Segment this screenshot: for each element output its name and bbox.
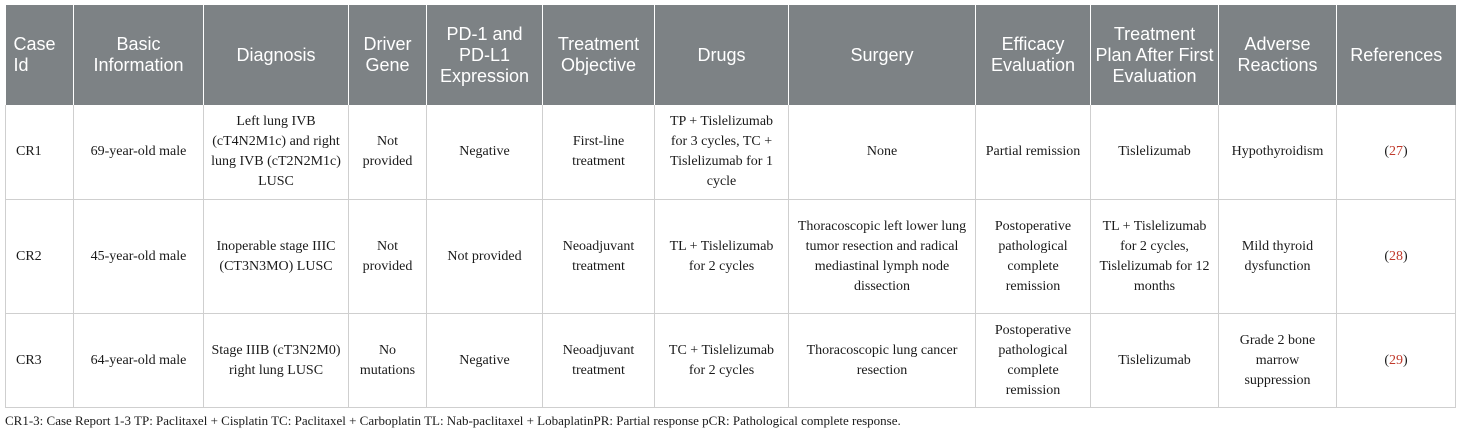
cell-case-id: CR2 (6, 200, 74, 314)
cell-case-id: CR3 (6, 314, 74, 408)
case-report-table (5, 5, 1456, 408)
ref-paren-open: ( (1384, 352, 1389, 368)
cell-driver-gene: No mutations (349, 314, 427, 408)
cell-pd-expression: Negative (427, 105, 543, 200)
ref-paren-close: ) (1403, 144, 1408, 159)
cell-surgery: Thoracoscopic left lower lung tumor resection and radical mediastinal lymph node dissection (789, 200, 976, 314)
header-efficacy-evaluation: Efficacy Evaluation (976, 5, 1091, 105)
cell-adverse: Mild thyroid dysfunction (1219, 200, 1337, 314)
ref-paren-close: ) (1403, 352, 1408, 368)
cell-surgery: None (789, 105, 976, 200)
header-pd-expression: PD-1 and PD-L1 Expression (427, 5, 543, 105)
cell-basic-info: 69-year-old male (74, 105, 204, 200)
header-surgery: Surgery (789, 5, 976, 105)
cell-case-id: CR1 (6, 105, 74, 200)
cell-objective: Neoadjuvant treatment (543, 314, 655, 408)
header-row (6, 5, 1456, 105)
ref-paren-close: ) (1403, 248, 1408, 264)
cell-objective: Neoadjuvant treatment (543, 200, 655, 314)
cell-pd-expression: Negative (427, 314, 543, 408)
cell-plan-after: Tislelizumab (1091, 105, 1219, 200)
header-treatment-objective: Treatment Objective (543, 5, 655, 105)
header-basic-information: Basic Information (74, 5, 204, 105)
header-case-id: Case Id (6, 5, 74, 105)
cell-drugs: TP + Tislelizumab for 3 cycles, TC + Tislelizumab for 1 cycle (655, 105, 789, 200)
table-row (6, 105, 1456, 200)
ref-paren-open: ( (1384, 144, 1389, 159)
cell-reference (1337, 200, 1456, 314)
cell-pd-expression: Not provided (427, 200, 543, 314)
cell-adverse: Hypothyroidism (1219, 105, 1337, 200)
cell-objective: First-line treatment (543, 105, 655, 200)
header-driver-gene: Driver Gene (349, 5, 427, 105)
cell-drugs: TC + Tislelizumab for 2 cycles (655, 314, 789, 408)
table-row (6, 314, 1456, 408)
cell-diagnosis: Inoperable stage IIIC (CT3N3MO) LUSC (204, 200, 349, 314)
cell-efficacy: Postoperative pathological complete remission (976, 200, 1091, 314)
table-footnote: CR1-3: Case Report 1-3 TP: Paclitaxel + Cisplatin TC: Paclitaxel + Carboplatin TL: Nab-paclitaxel + LobaplatinPR: Partial response pCR: Pathological complete response. (5, 413, 901, 428)
case-table-container (5, 5, 1455, 408)
cell-surgery: Thoracoscopic lung cancer resection (789, 314, 976, 408)
cell-plan-after: Tislelizumab (1091, 314, 1219, 408)
header-drugs: Drugs (655, 5, 789, 105)
cell-efficacy: Postoperative pathological complete remission (976, 314, 1091, 408)
cell-driver-gene: Not provided (349, 200, 427, 314)
cell-diagnosis: Stage IIIB (cT3N2M0) right lung LUSC (204, 314, 349, 408)
header-references: References (1337, 5, 1456, 105)
reference-link[interactable]: 29 (1389, 352, 1403, 368)
cell-plan-after: TL + Tislelizumab for 2 cycles, Tislelizumab for 12 months (1091, 200, 1219, 314)
reference-link[interactable]: 28 (1389, 248, 1403, 264)
ref-paren-open: ( (1384, 248, 1389, 264)
cell-reference (1337, 314, 1456, 408)
cell-adverse: Grade 2 bone marrow suppression (1219, 314, 1337, 408)
header-treatment-plan: Treatment Plan After First Evaluation (1091, 5, 1219, 105)
cell-basic-info: 64-year-old male (74, 314, 204, 408)
header-diagnosis: Diagnosis (204, 5, 349, 105)
cell-drugs: TL + Tislelizumab for 2 cycles (655, 200, 789, 314)
reference-link[interactable]: 27 (1389, 144, 1403, 159)
cell-diagnosis: Left lung IVB (cT4N2M1c) and right lung IVB (cT2N2M1c) LUSC (204, 105, 349, 200)
cell-reference (1337, 105, 1456, 200)
table-row (6, 200, 1456, 314)
cell-basic-info: 45-year-old male (74, 200, 204, 314)
cell-driver-gene: Not provided (349, 105, 427, 200)
header-adverse-reactions: Adverse Reactions (1219, 5, 1337, 105)
cell-efficacy: Partial remission (976, 105, 1091, 200)
